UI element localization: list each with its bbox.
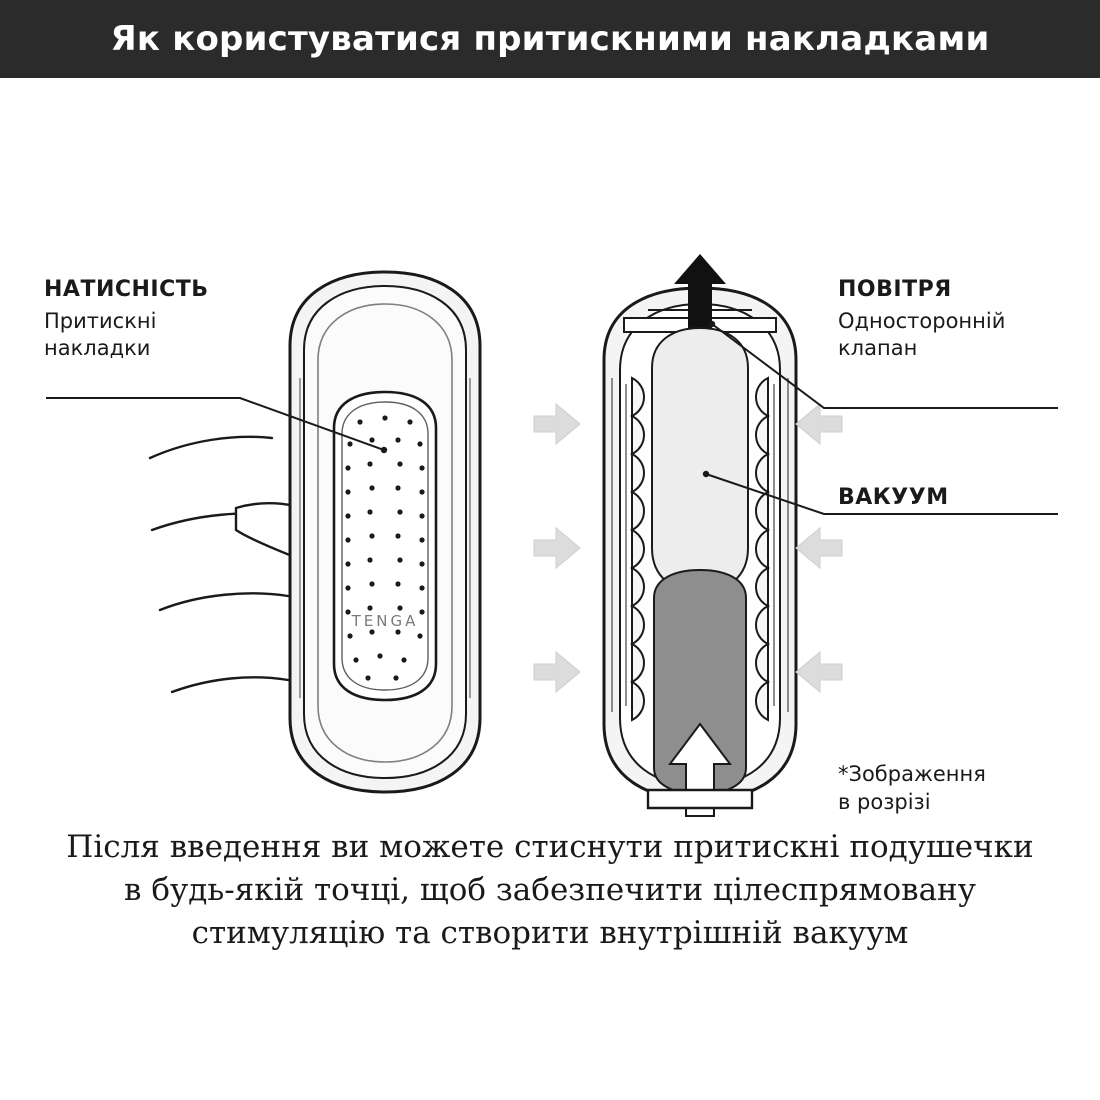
squeeze-arrows-right	[796, 404, 842, 692]
callout-press-description-line1: Притискні	[44, 308, 157, 333]
callout-vacuum-title: ВАКУУМ	[838, 485, 949, 510]
internal-chamber-upper	[652, 328, 748, 592]
callout-press-description	[44, 308, 209, 363]
callout-air-description	[838, 308, 1005, 363]
diagram-illustration	[0, 78, 1100, 818]
callout-press	[44, 276, 209, 362]
header-bar	[0, 0, 1100, 78]
caption-text: Після введення ви можете стиснути притискні подушечки в будь-якій точці, щоб забезпечити цілеспрямовану стимуляцію та створити внутрішній вакуум	[66, 829, 1034, 951]
diagram-stage	[0, 78, 1100, 818]
cutaway-note	[838, 760, 986, 817]
squeeze-arrows-left	[534, 404, 580, 692]
device-bottom-cap	[648, 790, 752, 808]
callout-air-title: ПОВІТРЯ	[838, 277, 952, 302]
callout-press-title: НАТИСНІСТЬ	[44, 277, 209, 302]
page-title: Як користуватися притискними накладками	[110, 19, 990, 59]
brand-mark-tenga: TENGA	[351, 612, 419, 630]
callout-vacuum	[838, 484, 949, 512]
callout-air	[838, 276, 1005, 362]
callout-air-description-line2: клапан	[838, 335, 918, 360]
cutaway-note-line2: в розрізі	[838, 790, 931, 815]
callout-press-description-line2: накладки	[44, 335, 151, 360]
cutaway-note-line1: *Зображення	[838, 762, 986, 786]
callout-air-description-line1: Односторонній	[838, 308, 1006, 333]
hand-illustration	[150, 437, 288, 692]
